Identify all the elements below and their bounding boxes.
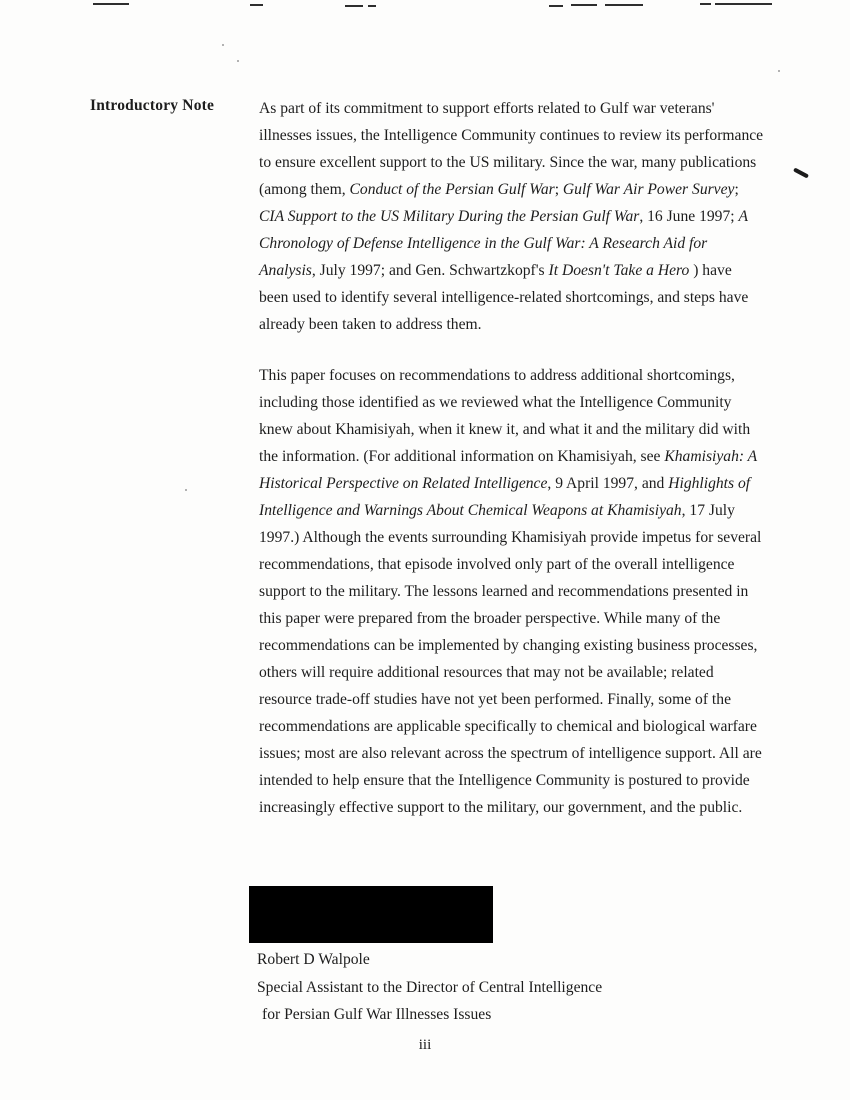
section-label: Introductory Note [90,97,215,114]
signature-title-line-2: for Persian Gulf War Illnesses Issues [262,1006,492,1023]
redaction-box [249,886,493,943]
scan-artifact-speck [185,489,187,491]
scan-artifact-dash [345,5,363,7]
scan-artifact-dash [368,5,376,7]
pen-mark [793,167,809,178]
signature-name: Robert D Walpole [257,951,370,968]
scan-artifact-dash [605,4,643,6]
scan-artifact-speck [237,60,239,62]
scan-artifact-dash [700,3,711,5]
scan-artifact-dash [93,3,129,5]
scan-artifact-dash [549,5,563,7]
scan-artifact-dash [571,4,597,6]
body-paragraph-2: This paper focuses on recommendations to address additional shortcomings, including those identified as we reviewed what the Intelligence Community knew about Khamisiyah, when it knew it, and what it and the military did with the information. (For additional information on Khamisiyah, see Khamisiyah: A Historical Perspective on Related Intelligence, 9 April 1997, and Highlights of Intelligence and Warnings About Chemical Weapons at Khamisiyah, 17 July 1997.) Although the events surrounding Khamisiyah provide impetus for several recommendations, that episode involved only part of the overall intelligence support to the military. The lessons learned and recommendations presented in this paper were prepared from the broader perspective. While many of the recommendations can be implemented by changing existing business processes, others will require additional resources that may not be available; related resource trade-off studies have not yet been performed. Finally, some of the recommendations are applicable specifically to chemical and biological warfare issues; most are also relevant across the spectrum of intelligence support. All are intended to help ensure that the Intelligence Community is postured to provide increasingly effective support to the military, our government, and the public. [259,367,762,816]
body-paragraph-1: As part of its commitment to support efforts related to Gulf war veterans' illnesses issues, the Intelligence Community continues to review its performance to ensure excellent support to the US military. Since the war, many publications (among them, Conduct of the Persian Gulf War; Gulf War Air Power Survey; CIA Support to the US Military During the Persian Gulf War, 16 June 1997; A Chronology of Defense Intelligence in the Gulf War: A Research Aid for Analysis, July 1997; and Gen. Schwartzkopf's It Doesn't Take a Hero ) have been used to identify several intelligence-related shortcomings, and steps have already been taken to address them. [259,100,764,333]
scan-artifact-dash [715,3,772,5]
signature-block [257,946,602,1029]
page-number: iii [418,1037,432,1053]
scan-artifact-speck [778,70,780,72]
signature-title-line-1: Special Assistant to the Director of Central Intelligence [257,978,603,996]
scan-artifact-dash [250,4,263,6]
body-column [259,95,765,821]
scan-artifact-speck [222,44,224,46]
